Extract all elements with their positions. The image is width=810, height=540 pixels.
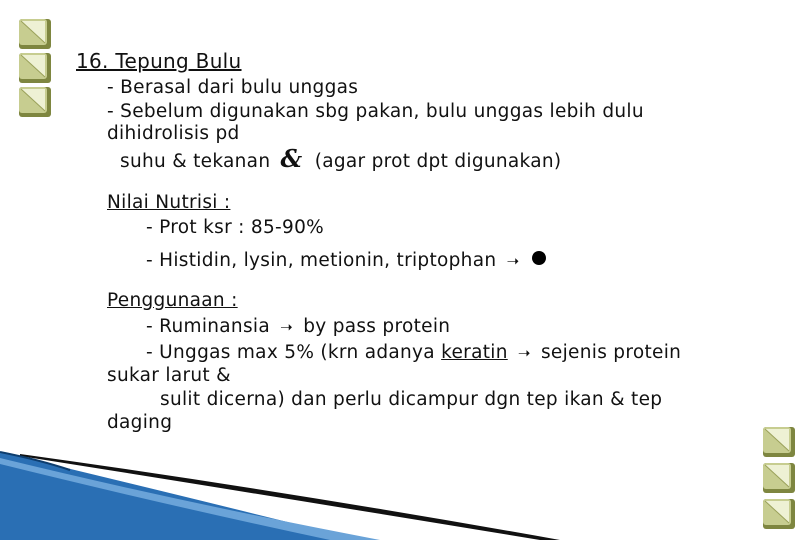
text-line: sulit dicerna) dan perlu dicampur dgn tep ikan & tep xyxy=(160,389,663,410)
text-line: daging xyxy=(107,412,173,433)
page-title: 16. Tepung Bulu xyxy=(76,49,242,73)
decorative-swoosh xyxy=(0,440,810,540)
text-fragment: sejenis protein xyxy=(540,342,682,363)
text-line: dihidrolisis pd xyxy=(107,123,240,144)
section-heading-penggunaan: Penggunaan : xyxy=(107,290,238,311)
text-line-amino xyxy=(146,250,546,272)
text-line: sukar larut & xyxy=(107,365,231,386)
text-fragment: by pass protein xyxy=(303,316,451,337)
ampersand-symbol-icon: & xyxy=(280,144,303,173)
text-line: - Berasal dari bulu unggas xyxy=(107,77,359,98)
text-fragment: (agar prot dpt digunakan) xyxy=(314,151,562,172)
text-line-unggas xyxy=(146,342,681,364)
text-fragment: - Ruminansia xyxy=(146,316,270,337)
cube-bullet-icon xyxy=(18,86,52,118)
text-fragment: suhu & tekanan xyxy=(120,151,271,172)
text-fragment: - Unggas max 5% (krn adanya xyxy=(146,342,435,363)
cube-bullet-icon xyxy=(18,52,52,84)
text-line-ruminansia xyxy=(146,316,450,338)
cube-bullet-icon xyxy=(18,18,52,50)
text-line: - Prot ksr : 85-90% xyxy=(146,217,325,238)
section-heading-nutrisi: Nilai Nutrisi : xyxy=(107,192,231,213)
text-line: - Sebelum digunakan sbg pakan, bulu unggas lebih dulu xyxy=(107,101,644,122)
right-arrow-icon: ➝ xyxy=(506,252,520,270)
text-fragment: - Histidin, lysin, metionin, triptophan xyxy=(146,250,497,271)
filled-circle-icon xyxy=(532,251,546,265)
text-line-suhu xyxy=(120,144,562,173)
keratin-term: keratin xyxy=(441,342,508,363)
right-arrow-icon: ➝ xyxy=(280,318,294,336)
right-arrow-icon: ➝ xyxy=(517,344,531,362)
